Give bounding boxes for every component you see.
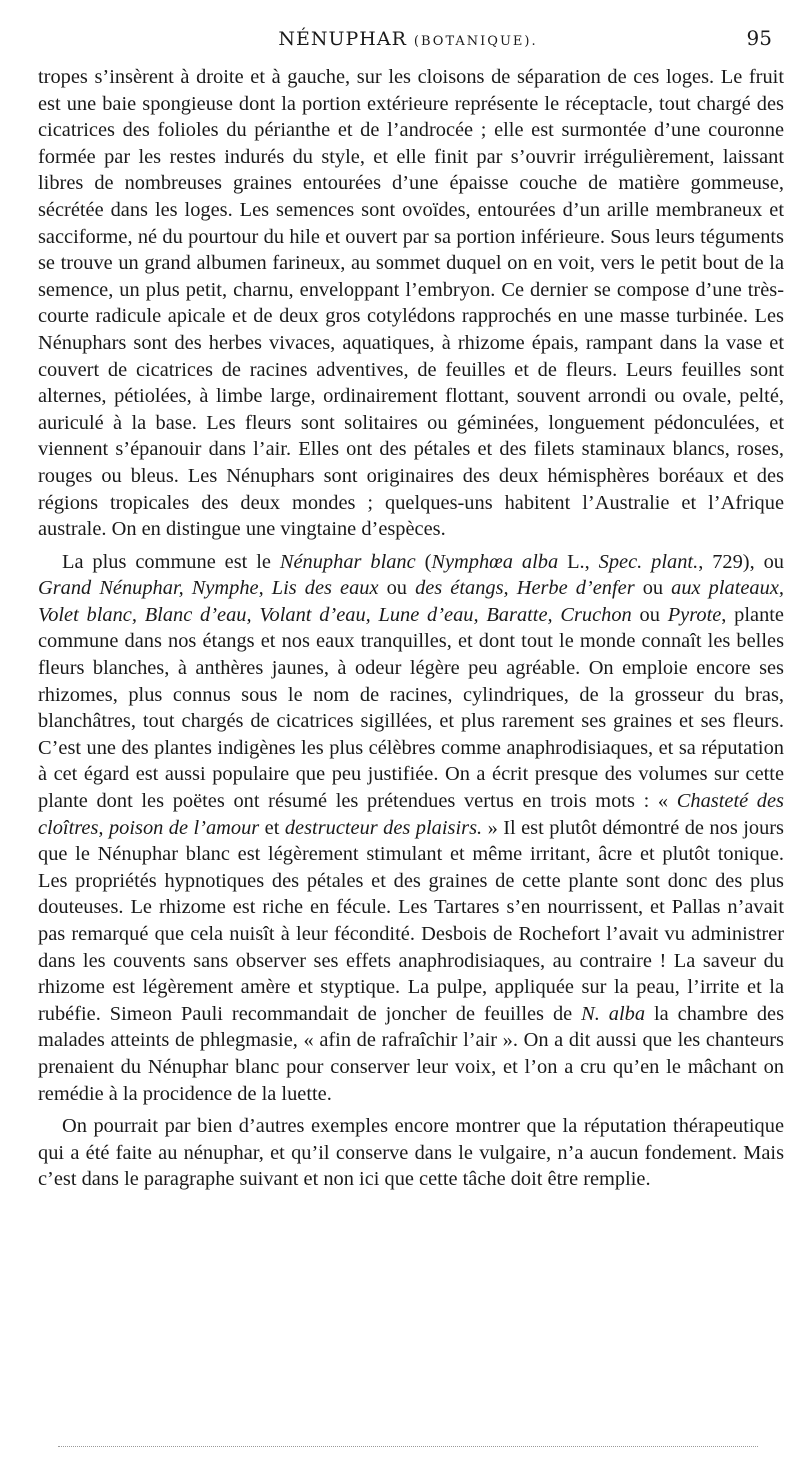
text-run: la chambre des malades atteints de phlegmasie, « afin de rafraîchir l’air ». On a dit aussi que les chanteurs prenaient du Nénuphar blanc pour conserver leur voix, et l’on a cru qu’en le mâchant on remédie à la procidence de la luette.	[38, 1002, 785, 1105]
body-text	[38, 64, 784, 1199]
italic-run: aux plateaux, Volet blanc, Blanc d’eau, Volant d’eau, Lune d’eau, Baratte, Cruchon	[38, 577, 784, 626]
italic-run: des étangs, Herbe d’enfer	[415, 577, 635, 600]
italic-run: Grand Nénuphar, Nymphe, Lis des eaux	[38, 577, 379, 600]
text-run: L.,	[558, 550, 599, 573]
text-run: (	[415, 550, 432, 573]
italic-run: Spec. plant.	[598, 550, 699, 573]
italic-run: Chasteté des cloîtres, poison de l’amour	[38, 790, 784, 839]
text-run: La plus commune est le	[62, 550, 280, 573]
text-run: ou	[631, 603, 668, 626]
text-run: , plante commune dans nos étangs et nos eaux tranquilles, et dont tout le monde connaît les belles fleurs blanches, à anthères jaunes, à odeur légère peu agréable. On emploie encore ses rhizomes, plus connus sous le nom de racines, cylindriques, de la grosseur du bras, blanchâtres, tout chargés de cicatrices sigillées, et plus rarement ses graines et ses fleurs. C’est une des plantes indigènes les plus célèbres comme anaphrodisiaques, et sa réputation à cet égard est aussi populaire que peu justifiée. On a écrit presque des volumes sur cette plante dont les poëtes ont résumé les prétendues vertus en trois mots : «	[38, 603, 784, 813]
text-run: » Il est plutôt démontré de nos jours que le Nénuphar blanc est légèrement stimulant et même irritant, âcre et plutôt tonique. Les propriétés hypnotiques des pétales et des graines de cette plante sont donc des plus douteuses. Le rhizome est riche en fécule. Les Tartares s’en nourrissent, et Pallas n’avait pas remarqué que cela nuisît à leur fécondité. Desbois de Rochefort l’avait vu administrer dans les couvents sans observer ses effets anaphrodisiaques, au contraire ! La saveur du rhizome est légèrement amère et styptique. La pulpe, appliquée sur la peau, l’irrite et la rubéfie. Simeon Pauli recommandait de joncher de feuilles de	[38, 816, 784, 1025]
text-run: tropes s’insèrent à droite et à gauche, sur les cloisons de séparation de ces loges. Le fruit est une baie spongieuse dont la portion extérieure représente le réceptacle, tout chargé des cicatrices des folioles du périanthe et de l’androcée ; elle est surmontée d’une couronne formée par les restes indurés du style, et elle finit par s’ouvrir irrégulièrement, laissant libres de nombreuses graines entourées d’une épaisse couche de matière gommeuse, sécrétée dans les loges. Les semences sont ovoïdes, entourées d’un arille membraneux et sacciforme, né du pourtour du hile et ouvert par sa portion inférieure. Sous leurs téguments se trouve un grand albumen farineux, au sommet duquel on en voit, vers le petit bout de la semence, un plus petit, charnu, enveloppant l’embryon. Ce dernier se compose d’une très-courte radicule apicale et de deux gros cotylédons rapprochés en une masse turbinée. Les Nénuphars sont des herbes vivaces, aquatiques, à rhizome épais, rampant dans la vase et couvert de cicatrices de racines adventives, de feuilles et de fleurs. Leurs feuilles sont alternes, pétiolées, à limbe large, ordinairement flottant, souvent arrondi ou ovale, pelté, auriculé à la base. Les fleurs sont solitaires ou géminées, longuement pédonculées, et viennent s’épanouir dans l’air. Elles ont des pétales et des filets staminaux blancs, roses, rouges ou bleus. Les Nénuphars sont originaires des deux hémisphères boréaux et des régions tropicales des deux mondes ; quelques-uns habitent l’Australie et l’Afrique australe. On en distingue une vingtaine d’espèces.	[38, 66, 784, 541]
paragraph-3	[38, 1113, 784, 1193]
text-run: et	[259, 816, 285, 839]
italic-run: destructeur des plaisirs.	[284, 816, 483, 839]
bottom-rule	[58, 1446, 758, 1447]
running-title	[36, 28, 780, 50]
paragraph-1	[38, 64, 784, 543]
text-run: ou	[378, 577, 416, 600]
running-title-sub: (BOTANIQUE).	[413, 34, 538, 49]
italic-run: N. alba	[581, 1002, 646, 1025]
text-run: ou	[634, 577, 672, 600]
paragraph-2	[38, 549, 784, 1107]
italic-run: Nymphœa alba	[431, 550, 559, 573]
italic-run: Nénuphar blanc	[279, 550, 416, 573]
text-run: , 729), ou	[698, 550, 784, 573]
page-number: 95	[746, 26, 772, 50]
running-header	[36, 22, 780, 52]
text-run: On pourrait par bien d’autres exemples encore montrer que la réputation thérapeutique qui a été faite au nénuphar, et qu’il conserve dans le vulgaire, n’a aucun fondement. Mais c’est dans le paragraphe suivant et non ici que cette tâche doit être remplie.	[38, 1115, 784, 1191]
italic-run: Pyrote	[667, 603, 722, 626]
running-title-main: NÉNUPHAR	[278, 28, 407, 50]
